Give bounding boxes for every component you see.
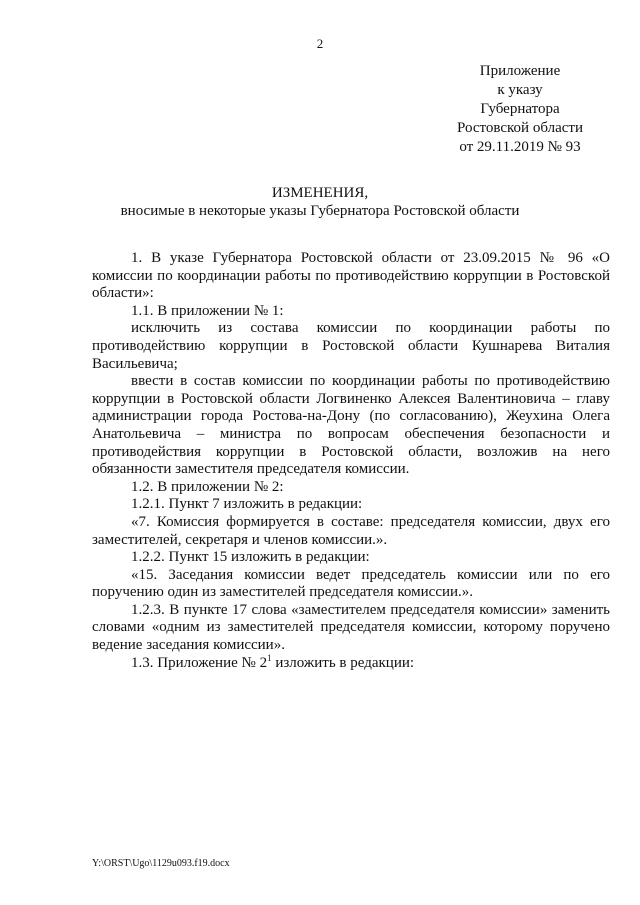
paragraph: «15. Заседания комиссии ведет председатель комиссии или по его поручению один из заместителей председателя комиссии.».: [92, 566, 610, 601]
paragraph: исключить из состава комиссии по координации работы по противодействию коррупции в Ростовской области Кушнарева Виталия Васильевича;: [92, 320, 610, 372]
superscript: 1: [267, 652, 272, 663]
appendix-line: Приложение: [479, 63, 561, 79]
file-path-footer: Y:\ORST\Ugo\1129u093.f19.docx: [92, 858, 230, 869]
paragraph-text: 1.3. Приложение № 2: [131, 654, 268, 671]
paragraph-last: [92, 652, 610, 673]
paragraph: 1.1. В приложении № 1:: [131, 302, 284, 319]
paragraph: 1.2.3. В пункте 17 слова «заместителем председателя комиссии» заменить словами «одним из заместителей председателя комиссии, которому поручено ведение заседания комиссии».: [92, 601, 610, 654]
paragraph: ввести в состав комиссии по координации работы по противодействию коррупции в Ростовской области Логвиненко Алексея Валентиновича – главу администрации города Ростова-на-Дону (по согласованию), Жеухина Олега Анатольевича – министра по вопросам обеспечения безопасности и противодействия коррупции в Ростовской области, возложив на него обязанности заместителя председателя комиссии.: [92, 373, 610, 478]
appendix-line: от 29.11.2019 № 93: [459, 139, 581, 155]
appendix-line: Ростовской области: [457, 120, 583, 136]
paragraph: 1.2.2. Пункт 15 изложить в редакции:: [131, 549, 370, 566]
paragraph: 1. В указе Губернатора Ростовской области от 23.09.2015 № 96 «О комиссии по координации работы по противодействию коррупции в Ростовской области»:: [92, 250, 610, 302]
appendix-line: к указу: [497, 82, 543, 98]
appendix-line: Губернатора: [480, 101, 560, 117]
paragraph: 1.2.1. Пункт 7 изложить в редакции:: [131, 496, 363, 513]
paragraph-text: изложить в редакции:: [271, 654, 415, 671]
paragraph: 1.2. В приложении № 2:: [131, 478, 284, 495]
document-subtitle: вносимые в некоторые указы Губернатора Ростовской области: [120, 203, 520, 219]
page-number: 2: [316, 36, 324, 51]
document-title: ИЗМЕНЕНИЯ,: [271, 185, 369, 201]
paragraph: «7. Комиссия формируется в составе: председателя комиссии, двух его заместителей, секретаря и членов комиссии.».: [92, 513, 610, 548]
document-body: [92, 250, 610, 672]
appendix-header: [440, 62, 600, 157]
